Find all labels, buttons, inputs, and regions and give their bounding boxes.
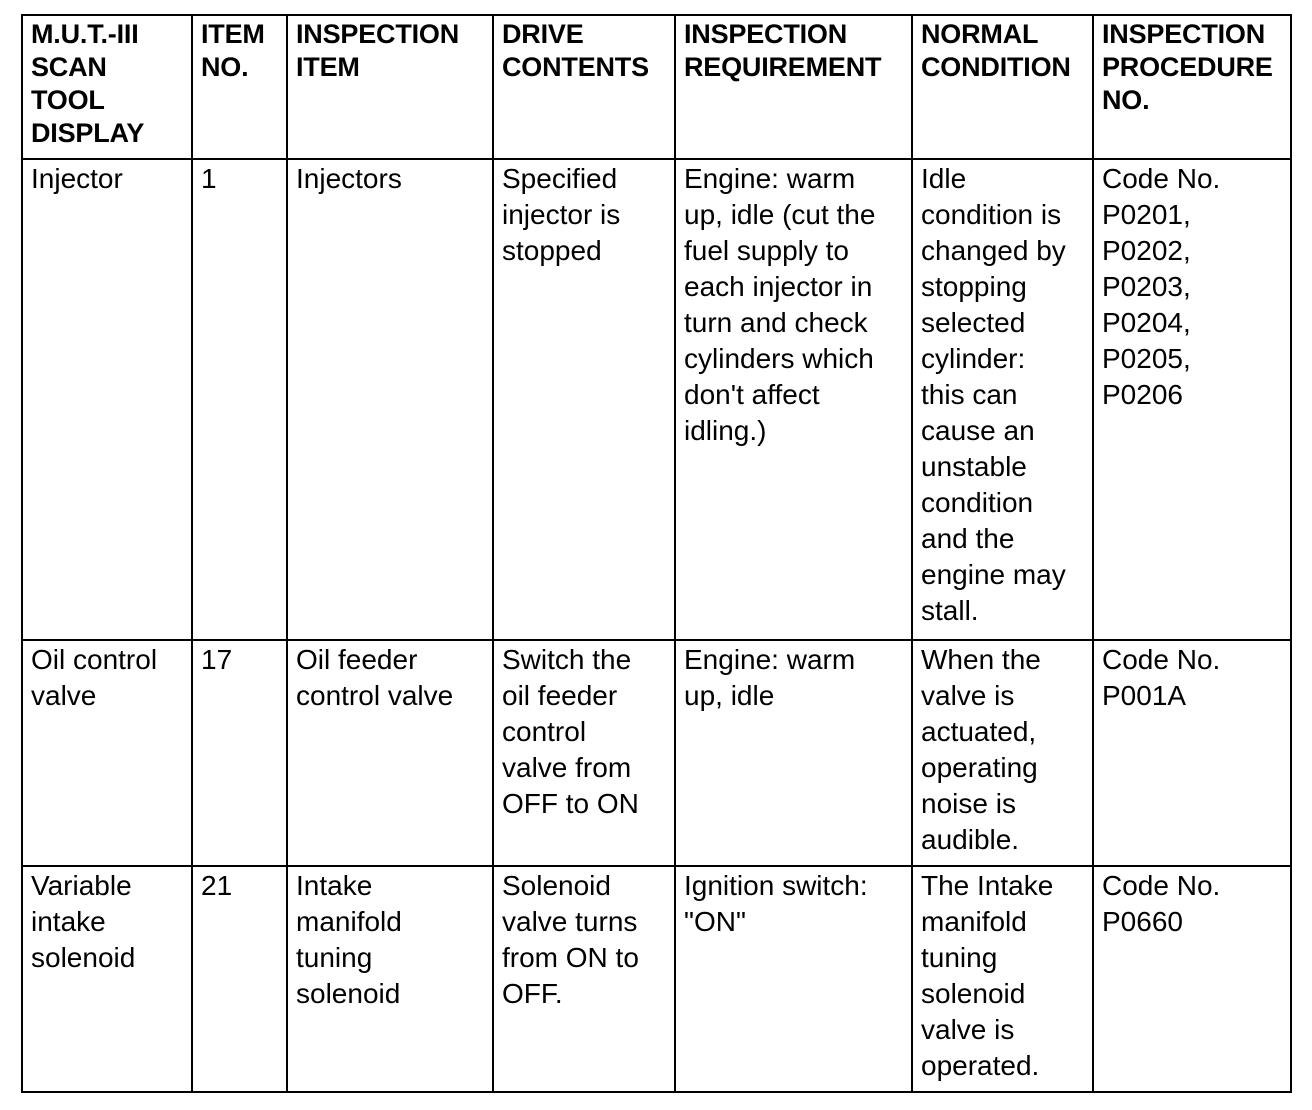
cell-inspection-requirement: Ignition switch: "ON" [675, 866, 912, 1092]
header-inspection-requirement: INSPECTION REQUIREMENT [675, 15, 912, 159]
table-row [22, 866, 1291, 1092]
cell-drive-contents: Solenoid valve turns from ON to OFF. [493, 866, 675, 1092]
inspection-document [21, 14, 1290, 1093]
cell-normal-condition: Idle condition is changed by stopping selected cylinder: this can cause an unstable condition and the engine may stall. [912, 159, 1093, 640]
table-row [22, 640, 1291, 866]
cell-inspection-procedure-no: Code No. P0201, P0202, P0203, P0204, P0205, P0206 [1093, 159, 1291, 640]
cell-scan-tool-display: Oil control valve [22, 640, 192, 866]
cell-item-no: 17 [192, 640, 287, 866]
cell-inspection-procedure-no: Code No. P001A [1093, 640, 1291, 866]
header-item-no: ITEM NO. [192, 15, 287, 159]
cell-normal-condition: When the valve is actuated, operating noise is audible. [912, 640, 1093, 866]
cell-scan-tool-display: Variable intake solenoid [22, 866, 192, 1092]
cell-item-no: 1 [192, 159, 287, 640]
cell-drive-contents: Specified injector is stopped [493, 159, 675, 640]
header-drive-contents: DRIVE CONTENTS [493, 15, 675, 159]
cell-normal-condition: The Intake manifold tuning solenoid valve is operated. [912, 866, 1093, 1092]
header-normal-condition: NORMAL CONDITION [912, 15, 1093, 159]
cell-item-no: 21 [192, 866, 287, 1092]
table-row [22, 159, 1291, 640]
table-header-row [22, 15, 1291, 159]
cell-inspection-procedure-no: Code No. P0660 [1093, 866, 1291, 1092]
cell-drive-contents: Switch the oil feeder control valve from OFF to ON [493, 640, 675, 866]
header-inspection-procedure-no: INSPECTION PROCEDURE NO. [1093, 15, 1291, 159]
actuator-test-table [21, 14, 1292, 1093]
cell-inspection-item: Injectors [287, 159, 493, 640]
cell-inspection-requirement: Engine: warm up, idle (cut the fuel supply to each injector in turn and check cylinders which don't affect idling.) [675, 159, 912, 640]
cell-scan-tool-display: Injector [22, 159, 192, 640]
cell-inspection-requirement: Engine: warm up, idle [675, 640, 912, 866]
header-inspection-item: INSPECTION ITEM [287, 15, 493, 159]
cell-inspection-item: Oil feeder control valve [287, 640, 493, 866]
header-scan-tool-display: M.U.T.-III SCAN TOOL DISPLAY [22, 15, 192, 159]
cell-inspection-item: Intake manifold tuning solenoid [287, 866, 493, 1092]
